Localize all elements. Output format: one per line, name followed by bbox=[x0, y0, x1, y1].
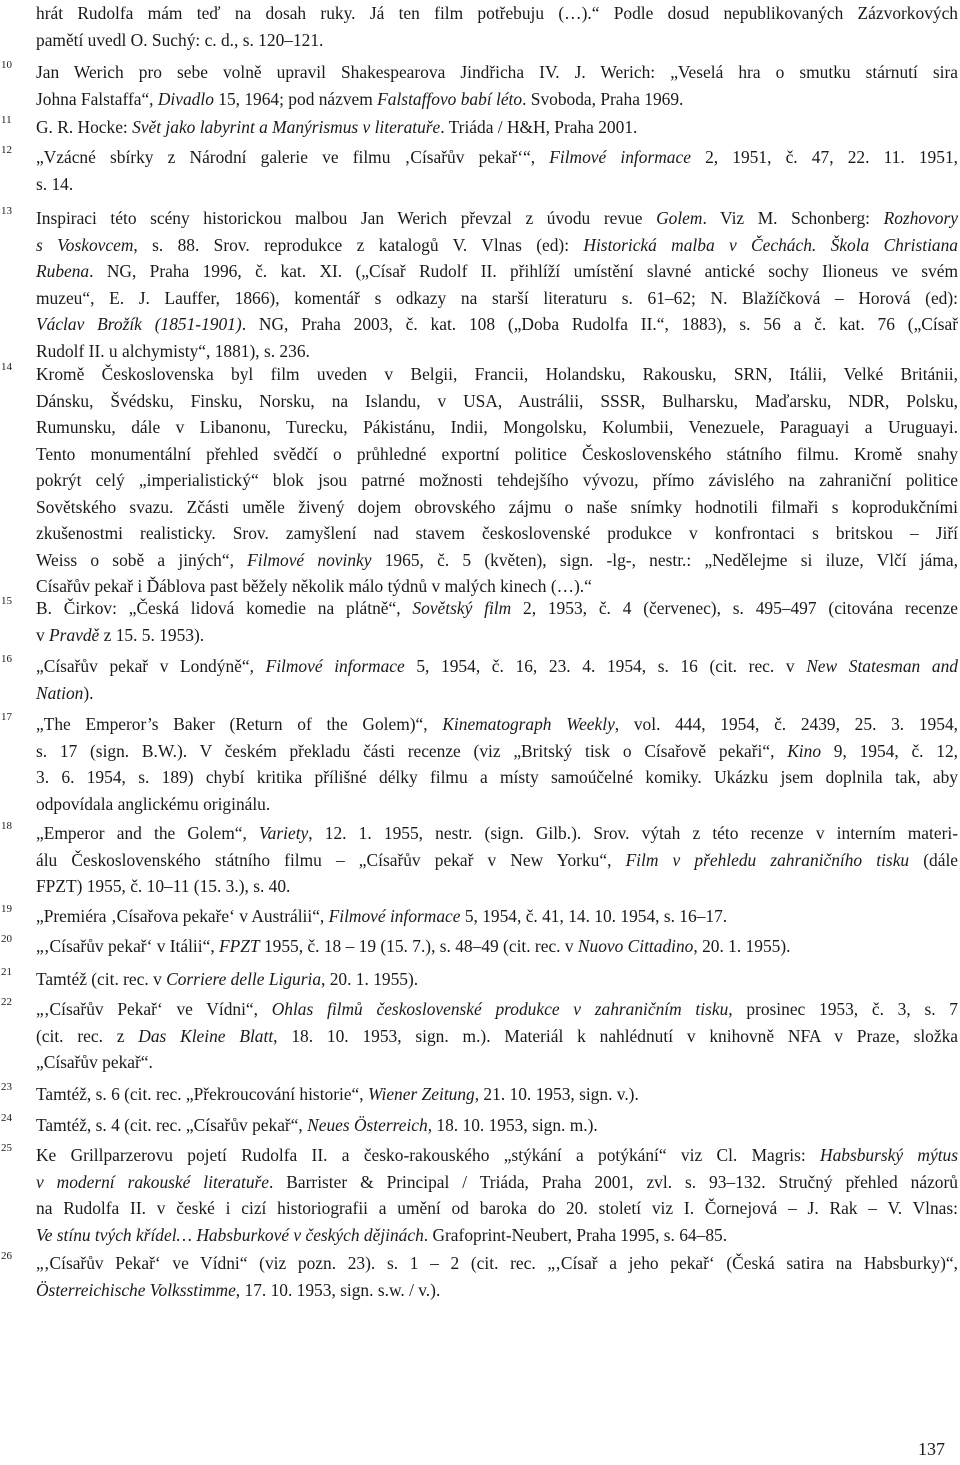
text-run: B. Čirkov: „Česká lidová komedie na plátně“, bbox=[36, 598, 413, 618]
footnote-line bbox=[36, 595, 958, 622]
text-run: . Viz M. Schonberg: bbox=[702, 208, 884, 228]
italic-title: Divadlo bbox=[157, 88, 214, 109]
footnote-line bbox=[36, 1081, 958, 1108]
italic-title: Pravdě bbox=[49, 624, 100, 645]
text-run: 2, 1953, č. 4 (červenec), s. 495–497 (citována recenze bbox=[511, 598, 959, 618]
footnote-text bbox=[36, 653, 958, 706]
footnote-text bbox=[36, 903, 958, 930]
text-run: , vol. 444, 1954, č. 2439, 25. 3. 1954, bbox=[614, 714, 958, 734]
footnote-text bbox=[36, 996, 958, 1076]
text-run: „Emperor and the Golem“, bbox=[36, 823, 259, 843]
italic-title: Filmové informace bbox=[265, 656, 405, 676]
footnote-text bbox=[36, 205, 958, 364]
footnote-line bbox=[36, 764, 958, 791]
footnote-number: 16 bbox=[1, 653, 12, 665]
footnote-text bbox=[36, 114, 958, 141]
italic-title: FPZT bbox=[219, 936, 260, 956]
text-run: 1965, č. 5 (květen), sign. -lg-, nestr.: „Nedělejme si iluze, Vlčí jáma, bbox=[371, 549, 958, 570]
text-run: Tento monumentální přehled svědčí o průhledné exportní politice Československého státního filmu. Kromě snahy bbox=[36, 443, 958, 464]
footnote-line bbox=[36, 1250, 958, 1277]
footnote-line bbox=[36, 285, 958, 312]
footnote-line bbox=[36, 388, 958, 415]
footnote-line bbox=[36, 114, 958, 141]
footnote-number: 11 bbox=[1, 114, 12, 126]
footnote-number: 18 bbox=[1, 820, 12, 832]
footnote-line bbox=[36, 933, 958, 960]
text-run: 15, 1964; pod názvem bbox=[213, 88, 378, 109]
text-run: „Premiéra ‚Císařova pekaře‘ v Austrálii“, bbox=[36, 906, 329, 926]
italic-title: Filmové informace bbox=[328, 906, 461, 926]
italic-title: Neues Österreich bbox=[307, 1115, 428, 1135]
footnote-line bbox=[36, 59, 958, 86]
text-run: . NG, Praha 2003, č. kat. 108 („Doba Rudolfa II.“, 1883), s. 56 a č. kat. 76 („Císař bbox=[241, 314, 958, 334]
text-run: . Svoboda, Praha 1969. bbox=[522, 88, 684, 109]
text-run: na Rudolfa II. v české i cizí historiografii a umění od baroka do 20. století viz I. Čornejová – J. Rak – V. Vlnas: bbox=[36, 1198, 958, 1218]
text-run: s. 17 (sign. B.W.). V českém překladu části recenze (viz „Britský tisk o Císařově pekaři“, bbox=[36, 740, 788, 761]
footnote-line bbox=[36, 361, 958, 388]
footnote-number: 13 bbox=[1, 205, 12, 217]
footnote-number: 19 bbox=[1, 903, 12, 915]
footnote-text bbox=[36, 711, 958, 817]
italic-title: Filmové novinky bbox=[247, 549, 372, 570]
text-run: Tamtéž, s. 6 (cit. rec. „Překroucování historie“, bbox=[36, 1084, 368, 1104]
footnote-line bbox=[36, 232, 958, 259]
footnote-line bbox=[36, 791, 958, 818]
footnote-line bbox=[36, 258, 958, 285]
italic-title: Golem bbox=[656, 208, 703, 228]
italic-title: Sovětský film bbox=[412, 598, 512, 618]
footnote-line bbox=[36, 711, 958, 738]
italic-title: New Statesman and bbox=[806, 656, 958, 676]
text-run: . NG, Praha 1996, č. kat. XI. („Císař Rudolf II. přihlíží umístění slavné antické sochy Ilioneus ve svém bbox=[89, 261, 958, 281]
footnote-text bbox=[36, 1142, 958, 1248]
italic-title: Historická malba v Čechách. Škola Christiana bbox=[583, 234, 958, 255]
italic-title: Rubena bbox=[36, 261, 90, 281]
text-run: , 20. 1. 1955). bbox=[693, 936, 791, 956]
italic-title: v moderní rakouské literatuře bbox=[36, 1171, 269, 1192]
italic-title: Václav Brožík (1851-1901) bbox=[36, 314, 242, 334]
footnote-line bbox=[36, 205, 958, 232]
italic-title: Corriere delle Liguria bbox=[166, 969, 322, 989]
text-run: Inspiraci této scény historickou malbou Jan Werich převzal z úvodu revue bbox=[36, 208, 657, 228]
italic-title: Das Kleine Blatt bbox=[138, 1025, 274, 1046]
footnote-text bbox=[36, 820, 958, 900]
text-run: (cit. rec. z bbox=[36, 1025, 139, 1046]
footnote-text bbox=[36, 1081, 958, 1108]
footnote-number: 12 bbox=[1, 144, 12, 156]
text-run: Rudolf II. u alchymisty“, 1881), s. 236. bbox=[36, 340, 310, 361]
italic-title: Habsburský mýtus bbox=[820, 1145, 958, 1165]
footnote-line bbox=[36, 903, 958, 930]
footnote-text bbox=[36, 1250, 958, 1303]
text-run: 5, 1954, č. 16, 23. 4. 1954, s. 16 (cit. rec. v bbox=[404, 656, 807, 676]
text-run: zkušenostmi realisticky. Srov. zamyšlení nad stavem československé produkce v konfrontaci s britskou – Jiří bbox=[36, 523, 958, 543]
text-run: álu Československého státního filmu – „Císařův pekař v New Yorku“, bbox=[36, 849, 626, 870]
footnote-line bbox=[36, 873, 958, 900]
italic-title: Nuovo Cittadino bbox=[577, 936, 694, 956]
footnote-line bbox=[36, 547, 958, 574]
italic-title: Rozhovory bbox=[883, 208, 958, 228]
footnote-text bbox=[36, 933, 958, 960]
italic-title: Film v přehledu zahraničního tisku bbox=[625, 849, 910, 870]
footnote-text bbox=[36, 361, 958, 600]
footnote-line bbox=[36, 680, 958, 707]
italic-title: Nation bbox=[36, 682, 84, 703]
text-run: G. R. Hocke: bbox=[36, 117, 133, 137]
text-run: v bbox=[36, 624, 50, 645]
italic-title: Wiener Zeitung bbox=[367, 1084, 475, 1104]
footnote-line bbox=[36, 86, 958, 113]
footnote-line bbox=[36, 820, 958, 847]
text-run: . Barrister & Principal / Triáda, Praha 2001, zvl. s. 93–132. Stručný přehled názorů bbox=[269, 1171, 958, 1192]
footnote-text bbox=[36, 0, 958, 53]
footnote-number: 14 bbox=[1, 361, 12, 373]
text-run: . Grafoprint-Neubert, Praha 1995, s. 64–85. bbox=[423, 1224, 728, 1245]
footnote-line bbox=[36, 1195, 958, 1222]
footnote-line bbox=[36, 622, 958, 649]
footnote-line bbox=[36, 0, 958, 27]
text-run: „‚Císařův pekař‘ v Itálii“, bbox=[36, 936, 220, 956]
text-run: 5, 1954, č. 41, 14. 10. 1954, s. 16–17. bbox=[460, 906, 728, 926]
footnote-number: 24 bbox=[1, 1112, 12, 1124]
footnote-line bbox=[36, 653, 958, 680]
footnote-line bbox=[36, 1277, 958, 1304]
text-run: „Císařův pekař“. bbox=[36, 1052, 153, 1072]
text-run: (dále bbox=[909, 849, 958, 870]
footnote-text bbox=[36, 595, 958, 648]
text-run: Johna Falstaffa“, bbox=[36, 88, 158, 109]
text-run: , 18. 10. 1953, sign. m.). bbox=[427, 1115, 598, 1135]
text-run: 9, 1954, č. 12, bbox=[821, 740, 959, 761]
footnote-line bbox=[36, 996, 958, 1023]
text-run: 3. 6. 1954, s. 189) chybí kritika přílišné délky filmu a místy samoúčelné komiky. Ukázku jsem doplnila tak, aby bbox=[36, 767, 958, 787]
italic-title: Österreichische Volksstimme bbox=[36, 1279, 236, 1300]
footnote-line bbox=[36, 27, 958, 54]
text-run: „‚Císařův Pekař‘ ve Vídni“ (viz pozn. 23). s. 1 – 2 (cit. rec. „‚Císař a jeho pekař‘ (Česká satira na Habsburky)“, bbox=[36, 1253, 958, 1273]
italic-title: Falstaffovo babí léto bbox=[377, 88, 523, 109]
italic-title: Kino bbox=[787, 740, 822, 761]
page-number: 137 bbox=[918, 1439, 945, 1459]
text-run: , 12. 1. 1955, nestr. (sign. Gilb.). Srov. výtah z této recenze v interním materi- bbox=[308, 823, 958, 843]
text-run: FPZT) 1955, č. 10–11 (15. 3.), s. 40. bbox=[36, 876, 291, 896]
text-run: „The Emperor’s Baker (Return of the Golem)“, bbox=[36, 714, 443, 734]
italic-title: Kinematograph Weekly bbox=[442, 714, 615, 734]
footnote-line bbox=[36, 1142, 958, 1169]
footnote-line bbox=[36, 1169, 958, 1196]
text-run: Tamtéž, s. 4 (cit. rec. „Císařův pekař“, bbox=[36, 1115, 308, 1135]
italic-title: Variety bbox=[258, 823, 309, 843]
footnote-number: 17 bbox=[1, 711, 12, 723]
footnote-text bbox=[36, 1112, 958, 1139]
text-run: , 18. 10. 1953, sign. m.). Materiál k nahlédnutí v knihovně NFA v Praze, složka bbox=[273, 1025, 958, 1046]
footnote-line bbox=[36, 494, 958, 521]
footnote-number: 26 bbox=[1, 1250, 12, 1262]
italic-title: Ohlas filmů československé produkce v zahraničním tisku, bbox=[271, 999, 733, 1019]
footnote-line bbox=[36, 847, 958, 874]
footnote-text bbox=[36, 966, 958, 993]
text-run: 1955, č. 18 – 19 (15. 7.), s. 48–49 (cit. rec. v bbox=[259, 936, 578, 956]
footnote-text bbox=[36, 144, 958, 197]
text-run: ). bbox=[83, 682, 94, 703]
footnote-text bbox=[36, 59, 958, 112]
footnote-line bbox=[36, 1222, 958, 1249]
text-run: z 15. 5. 1953). bbox=[99, 624, 205, 645]
text-run: , 20. 1. 1955). bbox=[321, 969, 419, 989]
footnote-line bbox=[36, 311, 958, 338]
footnote-number: 21 bbox=[1, 966, 12, 978]
text-run: , s. 88. Srov. reprodukce z katalogů V. Vlnas (ed): bbox=[133, 234, 584, 255]
text-run: pamětí uvedl O. Suchý: c. d., s. 120–121. bbox=[36, 29, 324, 50]
footnote-line bbox=[36, 144, 958, 171]
footnote-number: 22 bbox=[1, 996, 12, 1008]
text-run: s. 14. bbox=[36, 173, 74, 194]
text-run: Ke Grillparzerovu pojetí Rudolfa II. a česko-rakouského „stýkání a potýkání“ viz Cl. Magris: bbox=[36, 1145, 821, 1165]
italic-title: s Voskovcem bbox=[36, 234, 134, 255]
text-run: Sovětského svazu. Zčásti uměle živený dojem obrovského zájmu o naše snímky hodnotili filmaři s koprodukčními bbox=[36, 496, 958, 517]
text-run: . Triáda / H&H, Praha 2001. bbox=[440, 117, 638, 137]
footnote-line bbox=[36, 441, 958, 468]
text-run: Dánsku, Švédsku, Finsku, Norsku, na Islandu, v USA, Austrálii, SSSR, Bulharsku, Maďarsku, NDR, Polsku, bbox=[36, 390, 958, 411]
text-run: „‚Císařův Pekař‘ ve Vídni“, bbox=[36, 999, 272, 1019]
text-run: Císařův pekař i Ďáblova past běžely několik málo týdnů v malých kinech (…).“ bbox=[36, 576, 592, 596]
footnote-line bbox=[36, 467, 958, 494]
footnote-number: 23 bbox=[1, 1081, 12, 1093]
text-run: Kromě Československa byl film uveden v Belgii, Francii, Holandsku, Rakousku, SRN, Itálii, Velké Británii, bbox=[36, 364, 958, 384]
text-run: , 21. 10. 1953, sign. v.). bbox=[474, 1084, 639, 1104]
footnote-line bbox=[36, 1112, 958, 1139]
text-run: muzeu“, E. J. Lauffer, 1866), komentář s odkazy na starší literaturu s. 61–62; N. Blažíčková – Horová (ed): bbox=[36, 287, 958, 308]
footnote-line bbox=[36, 1023, 958, 1050]
footnote-line bbox=[36, 738, 958, 765]
text-run: , 17. 10. 1953, sign. s.w. / v.). bbox=[235, 1279, 441, 1300]
footnote-line bbox=[36, 520, 958, 547]
text-run: „Vzácné sbírky z Národní galerie ve filmu ‚Císařův pekař‘“, bbox=[36, 147, 550, 167]
text-run: hrát Rudolfa mám teď na dosah ruky. Já ten film potřebuju (…).“ Podle dosud nepublikovaných Zázvorkových bbox=[36, 3, 958, 23]
text-run: „Císařův pekař v Londýně“, bbox=[36, 656, 266, 676]
text-run: Jan Werich pro sebe volně upravil Shakespearova Jindřicha IV. J. Werich: „Veselá hra o smutku stárnutí sira bbox=[36, 62, 958, 82]
text-run: 2, 1951, č. 47, 22. 11. 1951, bbox=[690, 147, 958, 167]
footnote-line bbox=[36, 966, 958, 993]
text-run: odpovídala anglickému originálu. bbox=[36, 793, 271, 814]
text-run: Tamtéž (cit. rec. v bbox=[36, 969, 167, 989]
footnote-number: 20 bbox=[1, 933, 12, 945]
footnote-line bbox=[36, 171, 958, 198]
text-run: Weiss o sobě a jiných“, bbox=[36, 549, 248, 570]
footnote-number: 10 bbox=[1, 59, 12, 71]
text-run: pokrýt celý „imperialistický“ blok jsou patrné možnosti tehdejšího vývozu, přímo závislého na zahraniční politice bbox=[36, 470, 958, 490]
text-run: prosinec 1953, č. 3, s. 7 bbox=[732, 999, 958, 1019]
italic-title: Filmové informace bbox=[549, 147, 691, 167]
footnote-line bbox=[36, 1049, 958, 1076]
footnote-number: 15 bbox=[1, 595, 12, 607]
text-run: Rumunsku, dále v Libanonu, Turecku, Pákistánu, Indii, Mongolsku, Kolumbii, Venezuele, Paraguayi a Uruguayi. bbox=[36, 417, 958, 437]
footnote-line bbox=[36, 414, 958, 441]
italic-title: Svět jako labyrint a Manýrismus v literatuře bbox=[132, 117, 441, 137]
footnote-number: 25 bbox=[1, 1142, 12, 1154]
italic-title: Ve stínu tvých křídel… Habsburkové v českých dějinách bbox=[36, 1224, 424, 1245]
